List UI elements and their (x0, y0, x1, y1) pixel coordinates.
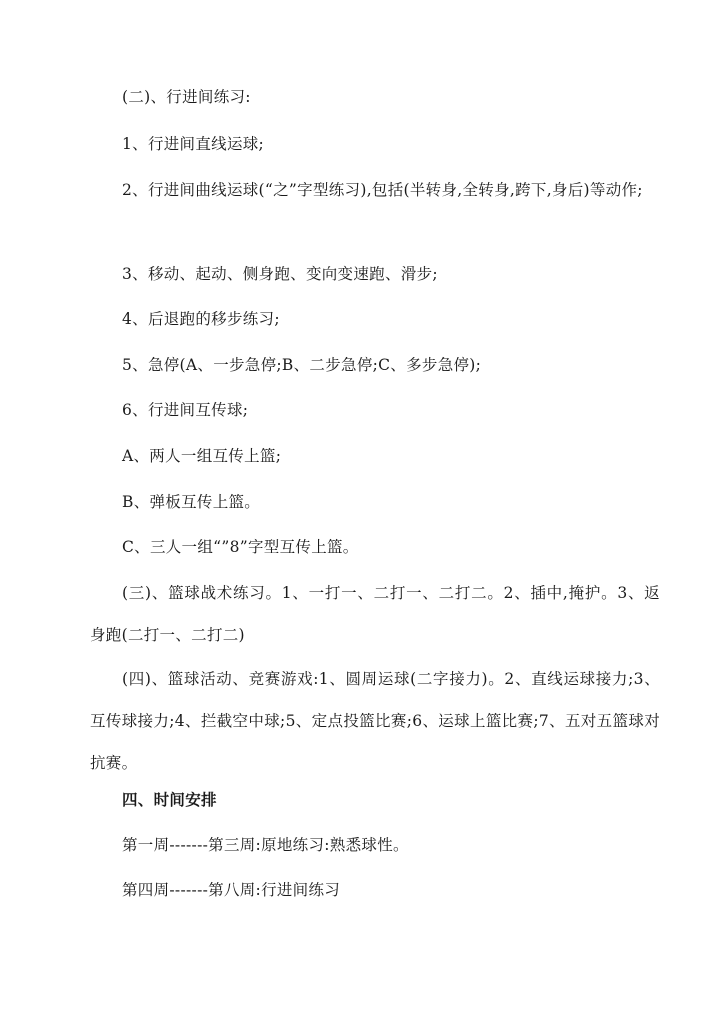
schedule-week-4-8: 第四周-------第八周:行进间练习 (122, 881, 341, 899)
section-tactics-practice: (三)、篮球战术练习。1、一打一、二打一、二打二。2、插中,掩护。3、返身跑(二打一、二打二) (90, 584, 660, 644)
paragraph-item-2: 2、行进间曲线运球(“之”字型练习),包括(半转身,全转身,跨下,身后)等动作; (122, 181, 643, 199)
paragraph-item-3: 3、移动、起动、侧身跑、变向变速跑、滑步; (122, 265, 438, 283)
section-activities-games: (四)、篮球活动、竞赛游戏:1、圆周运球(二字接力)。2、直线运球接力;3、互传球接力;4、拦截空中球;5、定点投篮比赛;6、运球上篮比赛;7、五对五篮球对抗赛。 (90, 670, 660, 772)
paragraph-item-b: B、弹板互传上篮。 (122, 493, 261, 511)
paragraph-item-c: C、三人一组“”8”字型互传上篮。 (122, 538, 359, 556)
section-heading-schedule: 四、时间安排 (122, 791, 217, 809)
paragraph-item-6: 6、行进间互传球; (122, 401, 249, 419)
paragraph-item-4: 4、后退跑的移步练习; (122, 310, 280, 328)
paragraph-item-a: A、两人一组互传上篮; (122, 447, 282, 465)
schedule-week-1-3: 第一周-------第三周:原地练习:熟悉球性。 (122, 836, 409, 854)
paragraph-item-5: 5、急停(A、一步急停;B、二步急停;C、多步急停); (122, 356, 482, 374)
paragraph-item-1: 1、行进间直线运球; (122, 135, 265, 153)
section-heading-moving-practice: (二)、行进间练习: (122, 88, 251, 106)
